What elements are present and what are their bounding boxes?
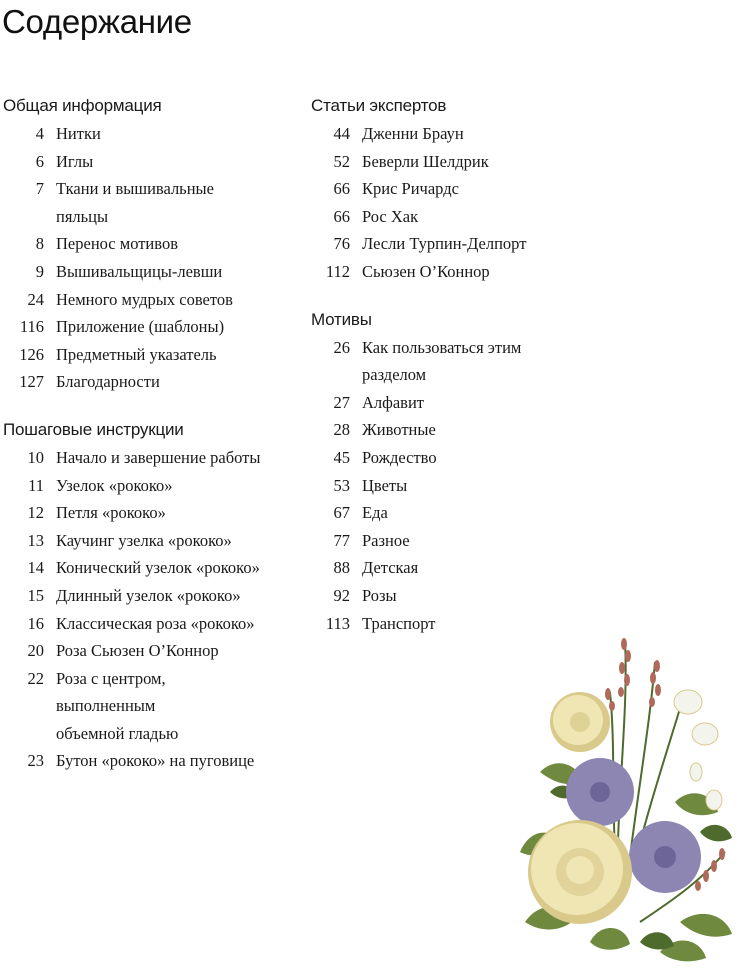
entry-title: Дженни Браун bbox=[362, 124, 464, 143]
entry-page-number: 8 bbox=[35, 234, 44, 254]
entry-title: Детская bbox=[362, 558, 419, 578]
entry-title: Сьюзен О’Коннор bbox=[362, 261, 490, 281]
entry-title: Рождество bbox=[362, 447, 437, 467]
toc-entry bbox=[311, 527, 571, 555]
entry-page-number: 66 bbox=[333, 206, 350, 226]
toc-entry bbox=[311, 444, 571, 472]
entry-page-number: 16 bbox=[27, 613, 44, 633]
entry-title: Роза Сьюзен О’Коннор bbox=[56, 641, 219, 661]
toc-column-right bbox=[311, 94, 571, 659]
toc-section bbox=[3, 418, 293, 775]
toc-entry bbox=[3, 258, 293, 286]
entry-title: Конический узелок «рококо» bbox=[56, 558, 260, 578]
entry-page-number: 67 bbox=[333, 503, 350, 523]
entry-page-number: 7 bbox=[35, 179, 44, 199]
entry-page-number: 27 bbox=[333, 392, 350, 412]
toc-entry bbox=[3, 527, 293, 555]
toc-entry bbox=[3, 120, 293, 148]
entry-title: Классическая роза «рококо» bbox=[56, 613, 255, 633]
toc-section bbox=[311, 308, 571, 638]
entry-page-number: 44 bbox=[333, 124, 350, 143]
entry-page-number: 28 bbox=[333, 420, 350, 440]
toc-entry bbox=[311, 334, 571, 389]
entry-title: Вышивальщицы-левши bbox=[56, 261, 223, 281]
entry-page-number: 26 bbox=[333, 337, 350, 357]
entry-title: Благодарности bbox=[56, 372, 160, 392]
section-heading: Общая информация bbox=[3, 96, 162, 115]
entry-page-number: 52 bbox=[333, 151, 350, 171]
entry-title: Цветы bbox=[362, 475, 408, 495]
entry-title: Крис Ричардс bbox=[362, 179, 459, 199]
toc-entry bbox=[311, 230, 571, 258]
entry-title: Длинный узелок «рококо» bbox=[56, 585, 241, 605]
toc-entry bbox=[3, 637, 293, 665]
toc-entry bbox=[3, 444, 293, 472]
entry-page-number: 112 bbox=[325, 261, 350, 281]
entry-page-number: 66 bbox=[333, 179, 350, 199]
toc-entry bbox=[311, 258, 571, 286]
entry-title: Животные bbox=[362, 420, 436, 440]
toc-entry bbox=[3, 554, 293, 582]
toc-entry bbox=[311, 554, 571, 582]
toc-entry bbox=[3, 175, 293, 230]
section-heading: Статьи экспертов bbox=[311, 96, 447, 115]
entry-page-number: 11 bbox=[28, 475, 44, 495]
entry-page-number: 127 bbox=[19, 372, 44, 392]
entry-title: Розы bbox=[362, 585, 397, 605]
entry-title: Иглы bbox=[56, 151, 94, 171]
toc-entry bbox=[3, 499, 293, 527]
entry-title: Разное bbox=[362, 530, 410, 550]
entry-page-number: 20 bbox=[27, 641, 44, 661]
section-heading: Пошаговые инструкции bbox=[3, 419, 184, 439]
entry-page-number: 24 bbox=[27, 289, 44, 309]
entry-title: Транспорт bbox=[362, 613, 436, 633]
entry-title: Бутон «рококо» на пуговице bbox=[56, 751, 255, 771]
entry-title: Приложение (шаблоны) bbox=[56, 317, 225, 337]
entry-title: Беверли Шелдрик bbox=[362, 151, 489, 171]
entry-page-number: 10 bbox=[27, 447, 44, 467]
toc-entry bbox=[311, 148, 571, 176]
entry-title: Начало и завершение работы bbox=[56, 447, 261, 467]
toc-section bbox=[3, 94, 293, 396]
entry-title: Перенос мотивов bbox=[56, 234, 178, 254]
toc-entry bbox=[311, 203, 571, 231]
entry-title: Каучинг узелка «рококо» bbox=[56, 530, 232, 550]
toc-entry bbox=[3, 230, 293, 258]
entry-title: Петля «рококо» bbox=[56, 503, 166, 523]
entry-title: Рос Хак bbox=[362, 206, 419, 226]
entry-page-number: 113 bbox=[325, 613, 350, 633]
toc-entry bbox=[3, 610, 293, 638]
entry-page-number: 13 bbox=[27, 530, 44, 550]
entry-page-number: 9 bbox=[35, 261, 44, 281]
entry-title: Как пользоваться этим разделом bbox=[362, 337, 522, 385]
toc-entry bbox=[3, 341, 293, 369]
toc-entry bbox=[3, 286, 293, 314]
entry-page-number: 23 bbox=[27, 751, 44, 771]
entry-page-number: 15 bbox=[27, 585, 44, 605]
entry-title: Алфавит bbox=[362, 392, 424, 412]
entry-title: Роза с центром, выполненным объемной гладью bbox=[56, 668, 179, 743]
section-heading: Мотивы bbox=[311, 309, 372, 329]
entry-page-number: 116 bbox=[19, 317, 44, 337]
entry-page-number: 6 bbox=[35, 151, 44, 171]
flower-bouquet-icon bbox=[500, 622, 744, 968]
toc-entry bbox=[311, 472, 571, 500]
toc-entry bbox=[311, 175, 571, 203]
entry-page-number: 22 bbox=[27, 668, 44, 688]
entry-title: Ткани и вышивальные пяльцы bbox=[56, 179, 214, 226]
entry-title: Узелок «рококо» bbox=[56, 475, 173, 495]
page-title: Содержание bbox=[2, 3, 192, 40]
toc-entry bbox=[311, 120, 571, 148]
entry-title: Еда bbox=[362, 503, 388, 523]
entry-title: Предметный указатель bbox=[56, 344, 217, 364]
toc-section bbox=[311, 94, 571, 286]
entry-page-number: 92 bbox=[333, 585, 350, 605]
entry-page-number: 45 bbox=[333, 447, 350, 467]
entry-title: Нитки bbox=[56, 124, 101, 143]
toc-entry bbox=[311, 582, 571, 610]
toc-entry bbox=[3, 747, 293, 775]
entry-page-number: 53 bbox=[333, 475, 350, 495]
entry-page-number: 88 bbox=[333, 558, 350, 578]
entry-title: Немного мудрых советов bbox=[56, 289, 233, 309]
toc-column-left bbox=[3, 94, 293, 797]
toc-entry bbox=[311, 389, 571, 417]
entry-page-number: 126 bbox=[19, 344, 44, 364]
entry-page-number: 76 bbox=[333, 234, 350, 254]
entry-page-number: 77 bbox=[333, 530, 350, 550]
entry-page-number: 4 bbox=[35, 124, 44, 143]
toc-entry bbox=[3, 313, 293, 341]
entry-title: Лесли Турпин-Делпорт bbox=[362, 234, 527, 254]
entry-page-number: 14 bbox=[27, 558, 44, 578]
toc-entry bbox=[3, 665, 293, 748]
toc-entry bbox=[3, 368, 293, 396]
toc-entry bbox=[311, 416, 571, 444]
toc-entry bbox=[3, 472, 293, 500]
toc-entry bbox=[3, 148, 293, 176]
entry-page-number: 12 bbox=[27, 503, 44, 523]
toc-entry bbox=[3, 582, 293, 610]
toc-entry bbox=[311, 499, 571, 527]
